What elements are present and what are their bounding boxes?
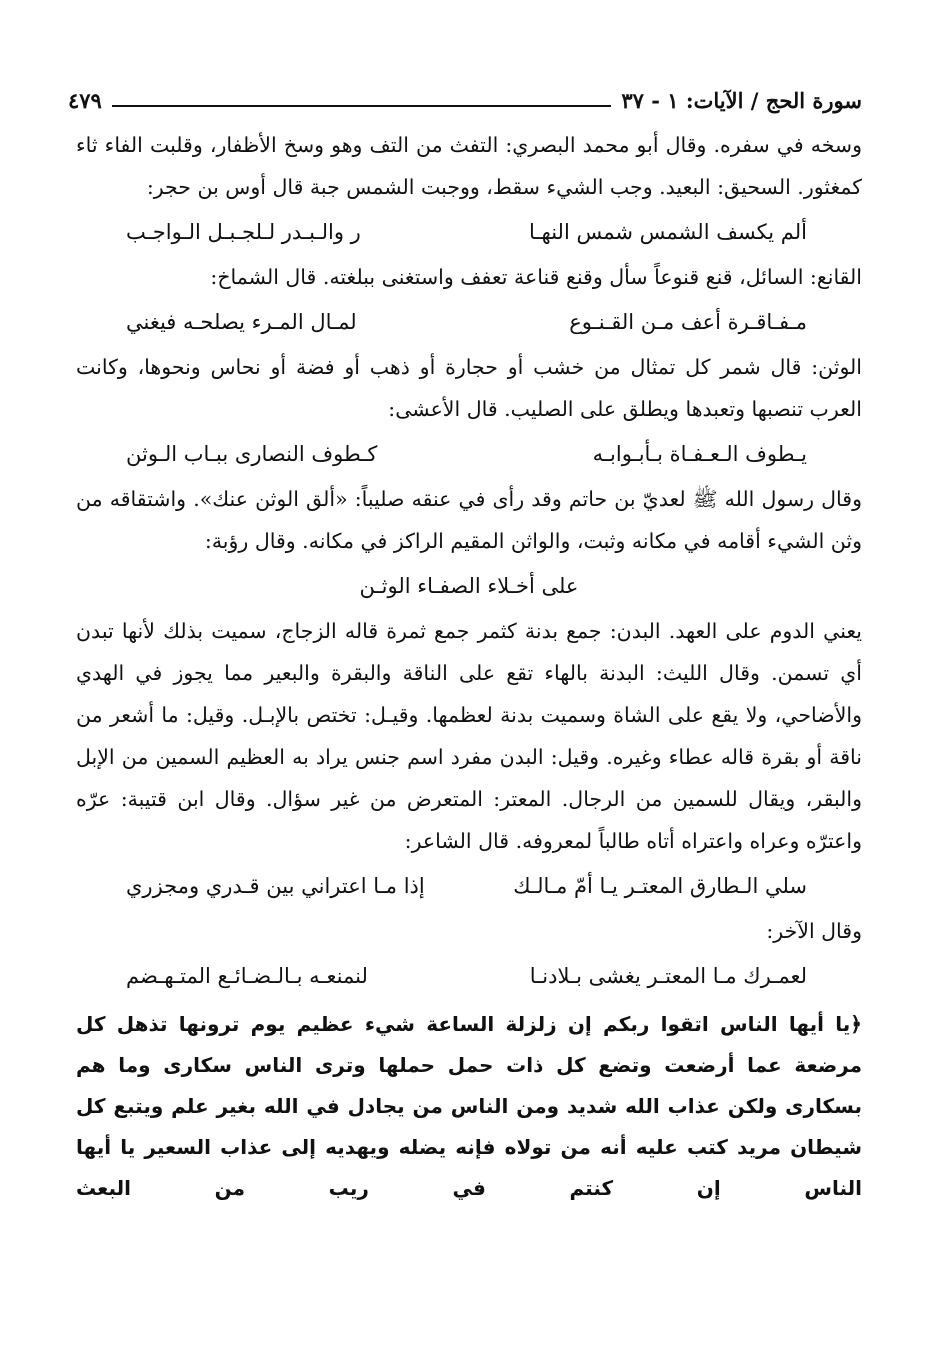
poetry-verse — [76, 862, 862, 910]
page-header — [68, 80, 862, 120]
verse-first-hemistich: ألم يكسف الشمس شمس النهـا — [528, 220, 807, 244]
commentary-paragraph: يعني الدوم على العهد. البدن: جمع بدنة كثمر جمع ثمرة قاله الزجاج، سميت بذلك لأنها تبدن أي تسمن. وقال الليث: البدنة بالهاء تقع على الناقة والبقرة والبعير مما يجوز في الهدي والأضاحي، ولا يقع على الشاة وسميت بدنة لعظمها. وقيـل: تختص بالإبـل. وقيل: ما أشعر من ناقة أو بقرة قاله عطاء وغيره. وقيل: البدن مفرد اسم جنس يراد به العظيم السمين من الإبل والبقر، ويقال للسمين من الرجال. المعتر: المتعرض من غير سؤال. وقال ابن قتيبة: عرّه واعترّه وعراه واعتراه أتاه طالباً لمعروفه. قال الشاعر: — [76, 619, 862, 853]
verse-first-hemistich: لعمـرك مـا المعتـر يغشى بـلادنـا — [529, 964, 807, 988]
commentary-paragraph: وقال الآخر: — [766, 919, 862, 943]
commentary-paragraph: وسخه في سفره. وقال أبو محمد البصري: التفث من التف وهو وسخ الأظفار، وقلبت الفاء ثاء كمغثور. السحيق: البعيد. وجب الشيء سقط، ووجبت الشمس جبة قال أوس بن حجر: — [76, 133, 862, 199]
verse-second-hemistich: ر والـبـدر لـلجـبـل الـواجـب — [126, 220, 361, 244]
commentary-paragraph: الوثن: قال شمر كل تمثال من خشب أو حجارة أو ذهب أو فضة أو نحاس ونحوها، وكانت العرب تنصبها وتعبدها ويطلق على الصليب. قال الأعشى: — [76, 355, 862, 421]
commentary-paragraph: وقال رسول الله ﷺ لعديّ بن حاتم وقد رأى في عنقه صليباً: «ألق الوثن عنك». واشتقاقه من وثن الشيء أقامه في مكانه وثبت، والواثن المقيم الراكز في مكانه. وقال رؤبة: — [76, 487, 862, 553]
commentary-paragraph: القانع: السائل، قنع قنوعاً سأل وقنع قناعة تعفف واستغنى ببلغته. قال الشماخ: — [210, 265, 862, 289]
poetry-verse — [76, 952, 862, 1000]
page-body — [76, 124, 862, 1209]
poetry-verse-single: على أخـلاء الصفـاء الوثـن — [359, 574, 579, 598]
verse-second-hemistich: إذا مـا اعتراني بين قـدري ومجزري — [126, 874, 425, 898]
verse-first-hemistich: مـفـاقـرة أعف مـن القـنـوع — [569, 310, 807, 334]
verse-second-hemistich: لنمنعـه بـالـضـائـع المتـهـضم — [126, 964, 368, 988]
page-number: ٤٧٩ — [68, 87, 102, 113]
quran-text: ﴿يا أيها الناس اتقوا ربكم إن زلزلة الساعة شيء عظيم يوم ترونها تذهل كل مرضعة عما أرضعت وتضع كل ذات حمل حملها وترى الناس سكارى وما هم بسكارى ولكن عذاب الله شديد ومن الناس من يجادل في الله بغير علم ويتبع كل شيطان مريد كتب عليه أنه من تولاه فإنه يضله ويهديه إلى عذاب السعير يا أيها الناس إن كنتم في ريب من البعث — [76, 1012, 862, 1200]
header-rule — [112, 105, 612, 107]
verse-first-hemistich: يـطوف الـعـفـاة بـأبـوابـه — [592, 442, 807, 466]
verse-second-hemistich: لمـال المـرء يصلحـه فيغني — [126, 310, 357, 334]
poetry-verse — [76, 208, 862, 256]
running-title: سورة الحج / الآيات: ١ - ٣٧ — [621, 87, 862, 113]
poetry-verse — [76, 298, 862, 346]
verse-second-hemistich: كـطوف النصارى ببـاب الـوثن — [126, 442, 378, 466]
poetry-verse — [76, 430, 862, 478]
verse-first-hemistich: سلي الـطارق المعتـر يـا أمّ مـالـك — [513, 874, 807, 898]
